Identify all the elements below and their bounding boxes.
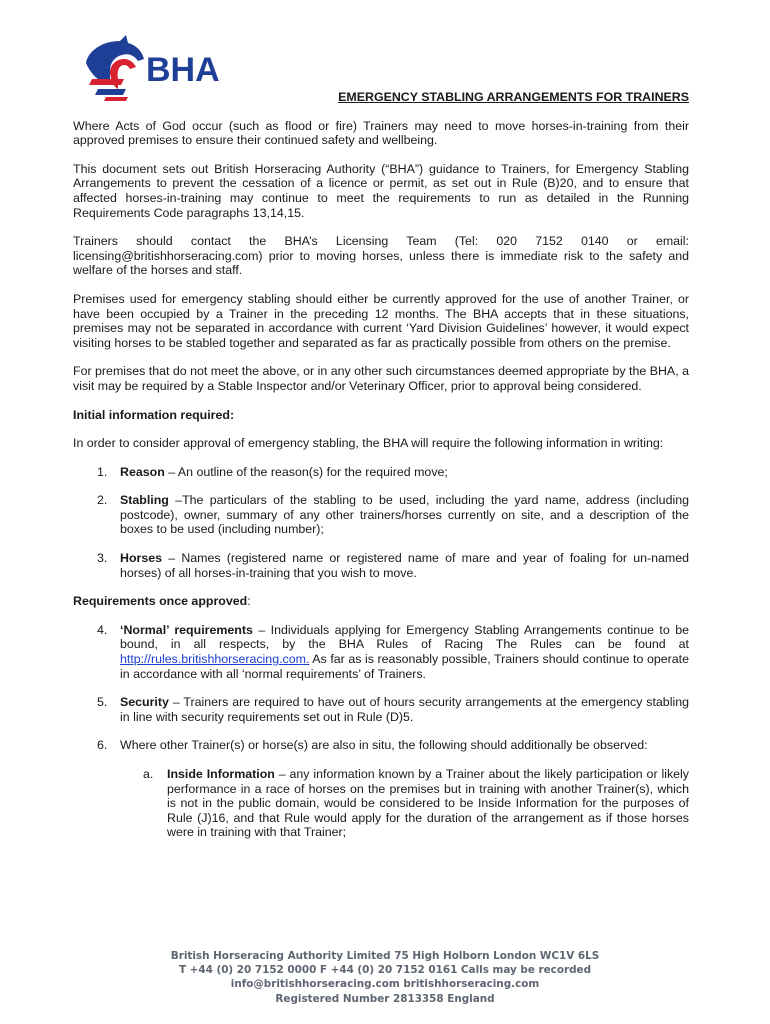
list-item-title: Stabling	[120, 493, 169, 508]
list-number: 4.	[97, 622, 108, 637]
list-item-text: –The particulars of the stabling to be used, including the yard name, address (including postcode), owner, summary of any other trainers/horses currently on site, and a description of the boxes to be used (including number);	[120, 493, 689, 537]
list-number: 6.	[97, 738, 108, 753]
initial-info-heading: Initial information required:	[73, 407, 235, 422]
requirements-heading-text: Requirements once approved	[73, 594, 248, 609]
list-item-horses	[73, 551, 689, 580]
list-number: 5.	[97, 695, 108, 710]
list-number: 1.	[97, 464, 108, 479]
footer	[0, 949, 770, 1006]
sub-list-letter: a.	[143, 767, 154, 781]
sub-item-inside-information	[73, 767, 689, 840]
rules-link[interactable]: http://rules.britishhorseracing.com.	[120, 652, 310, 667]
page-title: EMERGENCY STABLING ARRANGEMENTS FOR TRAINERS	[338, 90, 689, 104]
list-item-text: Where other Trainer(s) or horse(s) are also in situ, the following should additionally be observed:	[120, 738, 648, 753]
list-item-text: – An outline of the reason(s) for the required move;	[164, 464, 448, 479]
initial-info-intro: In order to consider approval of emergency stabling, the BHA will require the following information in writing:	[73, 436, 664, 451]
list-item-security	[73, 695, 689, 724]
list-number: 2.	[97, 493, 108, 508]
paragraph-premises: Premises used for emergency stabling should either be currently approved for the use of another Trainer, or have been occupied by a Trainer in the preceding 12 months. The BHA accepts that in these situations, premises may not be separated in accordance with current ‘Yard Division Guidelines’ however, it would expect visiting horses to be stabled together and separated as far as practically possible from others on the premise.	[73, 291, 689, 350]
paragraph-intro: Where Acts of God occur (such as flood or fire) Trainers may need to move horses-in-training from their approved premises to ensure their continued safety and wellbeing.	[73, 118, 689, 148]
list-item-reason	[73, 465, 689, 480]
footer-address: British Horseracing Authority Limited 75 High Holborn London WC1V 6LS	[170, 950, 600, 962]
list-item-text: – Individuals applying for Emergency Stabling Arrangements continue to be bound, in all respects, by the BHA Rules of Racing The Rules can be found at	[120, 622, 689, 652]
footer-phone: T +44 (0) 20 7152 0000 F +44 (0) 20 7152 0161 Calls may be recorded	[178, 964, 592, 977]
footer-contact: info@britishhorseracing.com britishhorseracing.com	[230, 978, 540, 991]
list-item-normal-requirements	[73, 623, 689, 681]
list-item-other-trainers	[73, 738, 689, 753]
document-body	[73, 90, 689, 854]
list-item-title: ‘Normal’ requirements	[120, 622, 253, 637]
list-item-title: Reason	[120, 464, 165, 479]
requirements-heading	[73, 594, 689, 609]
paragraph-visit: For premises that do not meet the above, or in any other such circumstances deemed appropriate by the BHA, a visit may be required by a Stable Inspector and/or Veterinary Officer, prior to approval being considered.	[73, 364, 689, 393]
list-item-text-continued: As far as is reasonably possible, Trainers should continue to operate in accordance with all ‘normal requirements’ of Trainers.	[120, 652, 689, 681]
list-item-text: – Names (registered name or registered name of mare and year of foaling for un-named horses) of all horses-in-training that you wish to move.	[120, 551, 689, 580]
sub-item-text: – any information known by a Trainer about the likely participation or likely performance in a race of horses on the premises but in training with another Trainer(s), which is not in the public domain, would be considered to be Inside Information for the purposes of Rule (J)16, and that Rule would apply for the duration of the arrangement as if those horses were in training with that Trainer;	[167, 767, 690, 840]
footer-registration: Registered Number 2813358 England	[275, 992, 495, 1005]
list-item-text: – Trainers are required to have out of hours security arrangements at the emergency stabling in line with security requirements set out in Rule (D)5.	[120, 695, 689, 724]
logo-text: BHA	[146, 51, 220, 89]
paragraph-contact: Trainers should contact the BHA’s Licensing Team (Tel: 020 7152 0140 or email: licensing@britishhorseracing.com) prior to moving horses, unless there is immediate risk to the safety and welfare of the horses and staff.	[73, 234, 689, 278]
list-item-stabling	[73, 493, 689, 537]
list-number: 3.	[97, 551, 108, 566]
list-item-title: Security	[120, 695, 169, 710]
paragraph-purpose: This document sets out British Horseracing Authority (“BHA”) guidance to Trainers, for Emergency Stabling Arrangements to prevent the cessation of a licence or permit, as set out in Rule (B)20, and to ensure that affected horses-in-training may continue to meet the requirements to run as detailed in the Running Requirements Code paragraphs 13,14,15.	[73, 161, 689, 220]
sub-item-title: Inside Information	[167, 767, 275, 781]
list-item-title: Horses	[120, 551, 163, 566]
requirements-heading-colon: :	[247, 594, 251, 609]
